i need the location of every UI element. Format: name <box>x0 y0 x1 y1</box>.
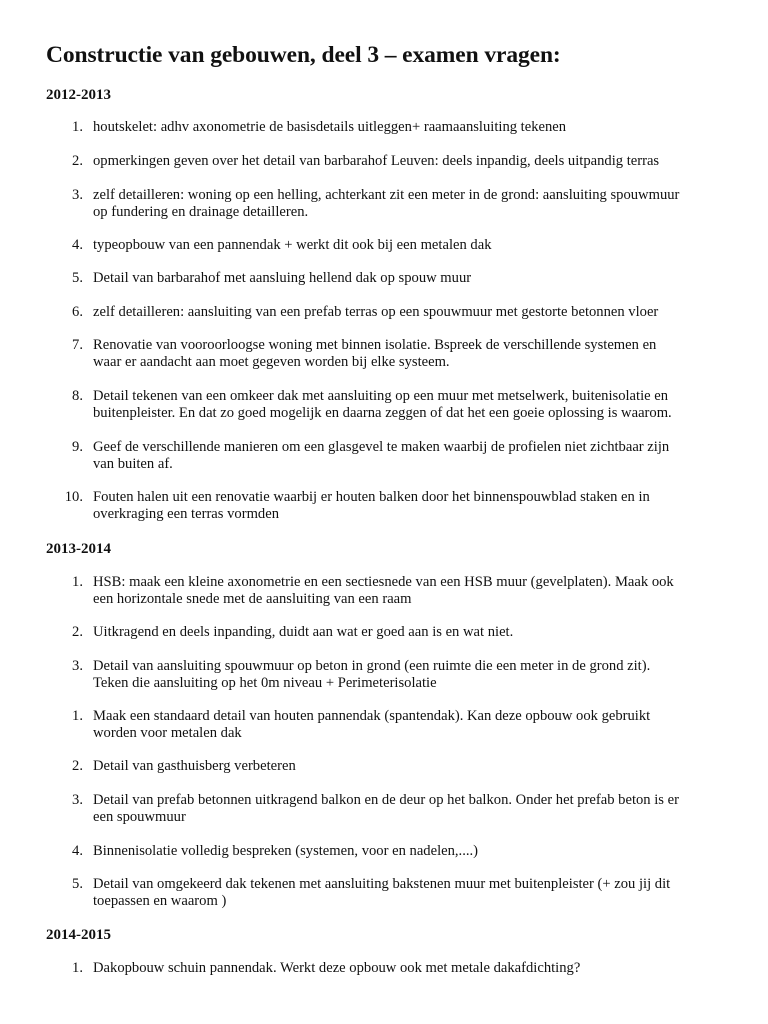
question-text <box>93 304 733 321</box>
question-number: 4. <box>72 843 83 859</box>
question-text <box>93 658 733 692</box>
question-line: typeopbouw van een pannendak + werkt dit ook bij een metalen dak <box>93 237 492 253</box>
question-line: Detail van omgekeerd dak tekenen met aansluiting bakstenen muur met buitenpleister (+ zou jij dit <box>93 876 671 892</box>
question-text <box>93 708 733 742</box>
question-line: HSB: maak een kleine axonometrie en een sectiesnede van een HSB muur (gevelplaten). Maak ook <box>93 574 674 590</box>
question-number: 2. <box>72 624 83 640</box>
section-heading-2012-2013: 2012-2013 <box>46 87 111 103</box>
question-line: Detail van aansluiting spouwmuur op beton in grond (een ruimte die een meter in de grond zit). <box>93 658 651 674</box>
question-line: Geef de verschillende manieren om een glasgevel te maken waarbij de profielen niet zichtbaar zijn <box>93 439 670 455</box>
section-heading-2014-2015: 2014-2015 <box>46 927 111 943</box>
question-line: zelf detailleren: woning op een helling, achterkant zit een meter in de grond: aansluiting spouwmuur <box>93 187 680 203</box>
question-text <box>93 388 733 422</box>
question-line: houtskelet: adhv axonometrie de basisdetails uitleggen+ raamaansluiting tekenen <box>93 119 567 135</box>
question-number: 7. <box>72 337 83 353</box>
question-text <box>93 187 733 221</box>
question-text <box>93 153 733 170</box>
question-line: Maak een standaard detail van houten pannendak (spantendak). Kan deze opbouw ook gebruikt <box>93 708 651 724</box>
question-number: 8. <box>72 388 83 404</box>
question-line: Renovatie van vooroorloogse woning met binnen isolatie. Bspreek de verschillende systemen en <box>93 337 657 353</box>
question-line: worden voor metalen dak <box>93 725 242 741</box>
question-text <box>93 439 733 473</box>
question-number: 6. <box>72 304 83 320</box>
question-text <box>93 119 733 136</box>
question-text <box>93 574 733 608</box>
question-text <box>93 843 733 860</box>
question-number: 1. <box>72 574 83 590</box>
question-number: 4. <box>72 237 83 253</box>
question-line: Detail van prefab betonnen uitkragend balkon en de deur op het balkon. Onder het prefab beton is er <box>93 792 679 808</box>
question-number: 1. <box>72 119 83 135</box>
document-title: Constructie van gebouwen, deel 3 – examen vragen: <box>46 42 561 68</box>
question-text <box>93 792 733 826</box>
question-number: 3. <box>72 792 83 808</box>
question-line: een horizontale snede met de aansluiting van een raam <box>93 591 412 607</box>
question-line: een spouwmuur <box>93 809 186 825</box>
question-line: Detail tekenen van een omkeer dak met aansluiting op een muur met metselwerk, buitenisolatie en <box>93 388 669 404</box>
question-line: overkraging een terras vormden <box>93 506 279 522</box>
question-number: 1. <box>72 708 83 724</box>
question-line: waar er aandacht aan moet gegeven worden bij elke systeem. <box>93 354 450 370</box>
question-line: Binnenisolatie volledig bespreken (systemen, voor en nadelen,....) <box>93 843 479 859</box>
question-number: 5. <box>72 876 83 892</box>
question-number: 3. <box>72 187 83 203</box>
question-line: opmerkingen geven over het detail van barbarahof Leuven: deels inpandig, deels uitpandig terras <box>93 153 660 169</box>
question-text <box>93 337 733 371</box>
question-text <box>93 489 733 523</box>
question-line: van buiten af. <box>93 456 173 472</box>
question-text <box>93 624 733 641</box>
question-line: buitenpleister. En dat zo goed mogelijk en daarna zeggen of dat het een goeie oplossing is waarom. <box>93 405 672 421</box>
question-text <box>93 237 733 254</box>
question-line: Fouten halen uit een renovatie waarbij er houten balken door het binnenspouwblad staken en in <box>93 489 650 505</box>
question-line: Teken die aansluiting op het 0m niveau + Perimeterisolatie <box>93 675 437 691</box>
question-number: 9. <box>72 439 83 455</box>
question-number: 10. <box>64 489 83 505</box>
question-line: zelf detailleren: aansluiting van een prefab terras op een spouwmuur met gestorte betonnen vloer <box>93 304 659 320</box>
question-line: toepassen en waarom ) <box>93 893 227 909</box>
question-number: 2. <box>72 153 83 169</box>
question-line: Detail van gasthuisberg verbeteren <box>93 758 296 774</box>
question-line: Detail van barbarahof met aansluing hellend dak op spouw muur <box>93 270 472 286</box>
question-number: 1. <box>72 960 83 976</box>
question-text <box>93 758 733 775</box>
question-number: 5. <box>72 270 83 286</box>
question-line: Uitkragend en deels inpanding, duidt aan wat er goed aan is en wat niet. <box>93 624 514 640</box>
question-number: 3. <box>72 658 83 674</box>
question-line: Dakopbouw schuin pannendak. Werkt deze opbouw ook met metale dakafdichting? <box>93 960 581 976</box>
question-text <box>93 270 733 287</box>
question-line: op fundering en drainage detailleren. <box>93 204 309 220</box>
question-text <box>93 876 733 910</box>
section-heading-2013-2014: 2013-2014 <box>46 541 111 557</box>
question-number: 2. <box>72 758 83 774</box>
question-text <box>93 960 733 977</box>
